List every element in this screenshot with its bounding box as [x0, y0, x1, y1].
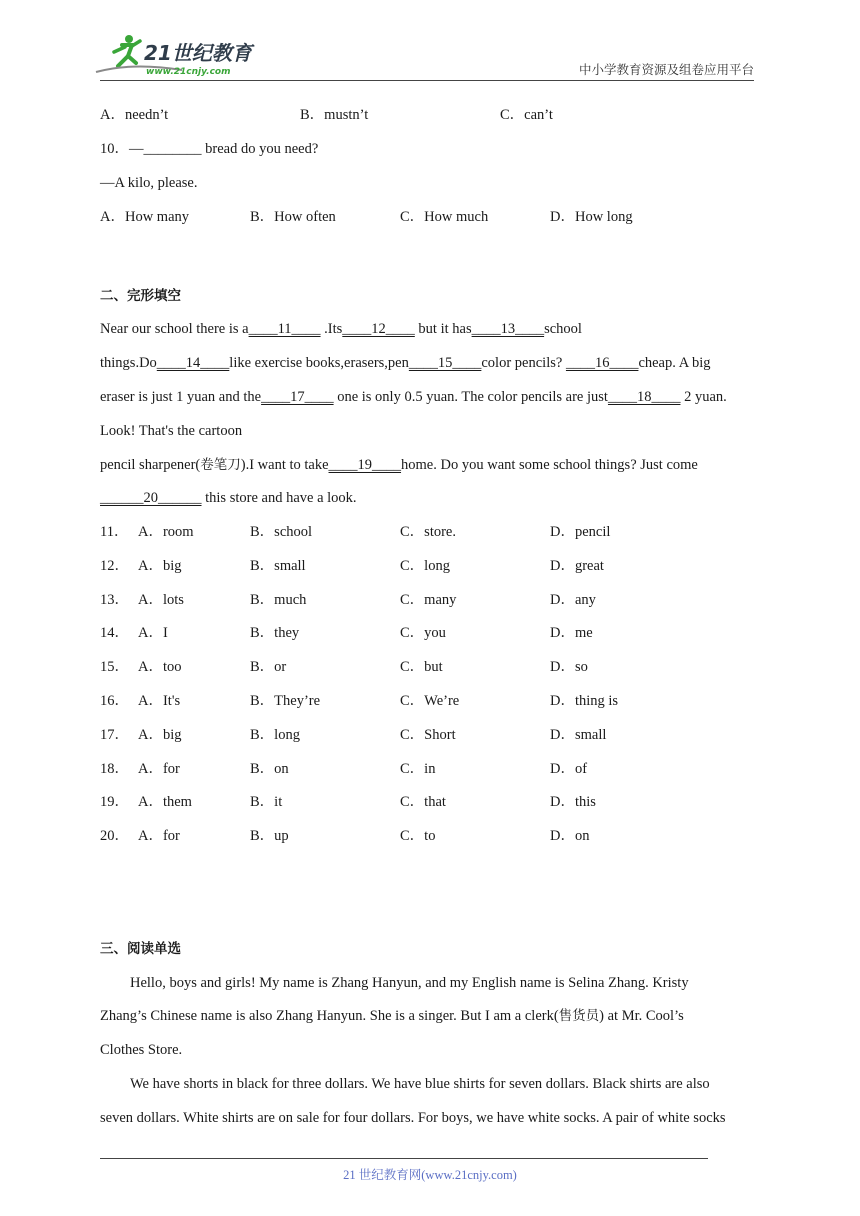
question-number: 15．	[100, 659, 129, 676]
question-option: C．in	[400, 760, 436, 777]
question-option: C．you	[400, 625, 446, 642]
question-option: D．great	[550, 557, 604, 574]
question-option: A．big	[138, 726, 182, 743]
question-option: A．It's	[138, 693, 181, 709]
question-number: 18．	[100, 760, 129, 777]
blank-16: ____16____	[565, 355, 639, 371]
question-number: 11．	[100, 524, 129, 540]
question-option: B．it	[250, 794, 283, 811]
question-option: B．on	[250, 760, 289, 777]
cloze-passage-line-4: Look! That's the cartoon	[100, 423, 243, 439]
reading-para-1-line-1: Hello, boys and girls! My name is Zhang Hanyun, and my English name is Selina Zhang. Kristy	[130, 975, 689, 991]
question-option: B．or	[250, 659, 287, 676]
question-number: 17．	[100, 726, 129, 743]
q9-option-a: A．needn’t	[100, 107, 169, 123]
question-option: D．so	[550, 659, 588, 676]
question-option: B．They’re	[250, 693, 321, 709]
question-option: A．room	[138, 524, 194, 540]
header-divider	[100, 80, 754, 81]
question-option: D．pencil	[550, 524, 611, 540]
question-option: C．but	[400, 659, 443, 676]
q10-option-b: B．How often	[250, 209, 336, 225]
question-option: D．any	[550, 591, 596, 608]
cloze-passage-line-5: pencil sharpener(卷笔刀).I want to take____19____home. Do you want some school things? Just come	[100, 457, 698, 473]
question-option: C．store.	[400, 524, 456, 540]
svg-text:21世纪教育: 21世纪教育	[144, 41, 252, 65]
q10-question: 10．—________ bread do you need?	[100, 141, 319, 157]
question-option: B．small	[250, 557, 306, 574]
question-option: C．many	[400, 591, 457, 608]
question-number: 12．	[100, 557, 129, 574]
q10-answer: —A kilo, please.	[100, 175, 198, 191]
blank-15: ____15____	[408, 355, 482, 371]
footer-text: 21 世纪教育网(www.21cnjy.com)	[343, 1168, 517, 1182]
question-option: C．long	[400, 557, 450, 574]
blank-18: ____18____	[607, 389, 681, 405]
question-number: 14．	[100, 625, 129, 642]
question-option: B．up	[250, 828, 289, 845]
question-option: D．this	[550, 794, 596, 811]
runner-logo-icon	[92, 32, 262, 78]
question-option: C．Short	[400, 726, 456, 743]
q9-option-c: C．can’t	[500, 107, 553, 123]
question-option: B．long	[250, 726, 300, 743]
svg-text:www.21cnjy.com: www.21cnjy.com	[146, 67, 231, 77]
cloze-passage-line-2: things.Do____14____like exercise books,erasers,pen____15____color pencils? ____16____cheap. A big	[100, 355, 711, 371]
reading-para-1-line-3: Clothes Store.	[100, 1042, 183, 1058]
q10-option-a: A．How many	[100, 209, 190, 225]
question-option: B．much	[250, 591, 307, 608]
question-option: A．for	[138, 760, 180, 777]
blank-20: ______20______	[100, 490, 202, 506]
question-option: A．I	[138, 625, 168, 642]
cloze-passage-line-3: eraser is just 1 yuan and the____17____ one is only 0.5 yuan. The color pencils are just____18____ 2 yuan.	[100, 389, 727, 405]
question-option: D．on	[550, 828, 590, 845]
question-option: D．me	[550, 625, 593, 642]
question-option: D．thing is	[550, 693, 619, 709]
footer-divider	[100, 1158, 708, 1159]
cloze-passage-line-6: ______20______ this store and have a look.	[100, 490, 357, 506]
q9-option-b: B．mustn’t	[300, 107, 369, 123]
question-option: A．lots	[138, 591, 184, 608]
question-option: C．that	[400, 794, 446, 811]
question-option: C．We’re	[400, 693, 460, 709]
question-number: 19．	[100, 794, 129, 811]
blank-14: ____14____	[156, 355, 230, 371]
blank-19: ____19____	[328, 457, 402, 473]
blank-13: ____13____	[471, 321, 545, 337]
question-number: 16．	[100, 693, 129, 709]
blank-12: ____12____	[342, 321, 415, 337]
reading-para-2-line-2: seven dollars. White shirts are on sale for four dollars. For boys, we have white socks. A pair of white socks	[100, 1110, 726, 1126]
logo	[92, 32, 262, 78]
reading-para-2-line-1: We have shorts in black for three dollars. We have blue shirts for seven dollars. Black shirts are also	[130, 1076, 710, 1092]
question-option: A．for	[138, 828, 180, 845]
page-header	[0, 0, 860, 90]
blank-11: ____11____	[248, 321, 321, 337]
question-option: B．they	[250, 625, 300, 642]
cloze-passage-line-1: Near our school there is a____11____ .Its____12____ but it has____13____school	[100, 321, 582, 337]
reading-para-1-line-2: Zhang’s Chinese name is also Zhang Hanyun. She is a singer. But I am a clerk(售货员) at Mr. Cool’s	[100, 1008, 684, 1024]
question-number: 13．	[100, 591, 129, 608]
blank-17: ____17____	[261, 389, 334, 405]
q10-option-c: C．How much	[400, 209, 489, 225]
section-title-reading: 三、阅读单选	[100, 941, 181, 957]
question-option: A．big	[138, 557, 182, 574]
question-option: D．of	[550, 760, 588, 777]
header-platform-text: 中小学教育资源及组卷应用平台	[578, 62, 754, 77]
question-option: A．too	[138, 659, 182, 676]
question-option: D．small	[550, 726, 607, 743]
question-option: A．them	[138, 794, 192, 811]
section-title-cloze: 二、完形填空	[100, 288, 181, 304]
question-option: B．school	[250, 524, 313, 540]
question-option: C．to	[400, 828, 436, 845]
question-number: 20．	[100, 828, 129, 845]
q10-option-d: D．How long	[550, 209, 633, 225]
